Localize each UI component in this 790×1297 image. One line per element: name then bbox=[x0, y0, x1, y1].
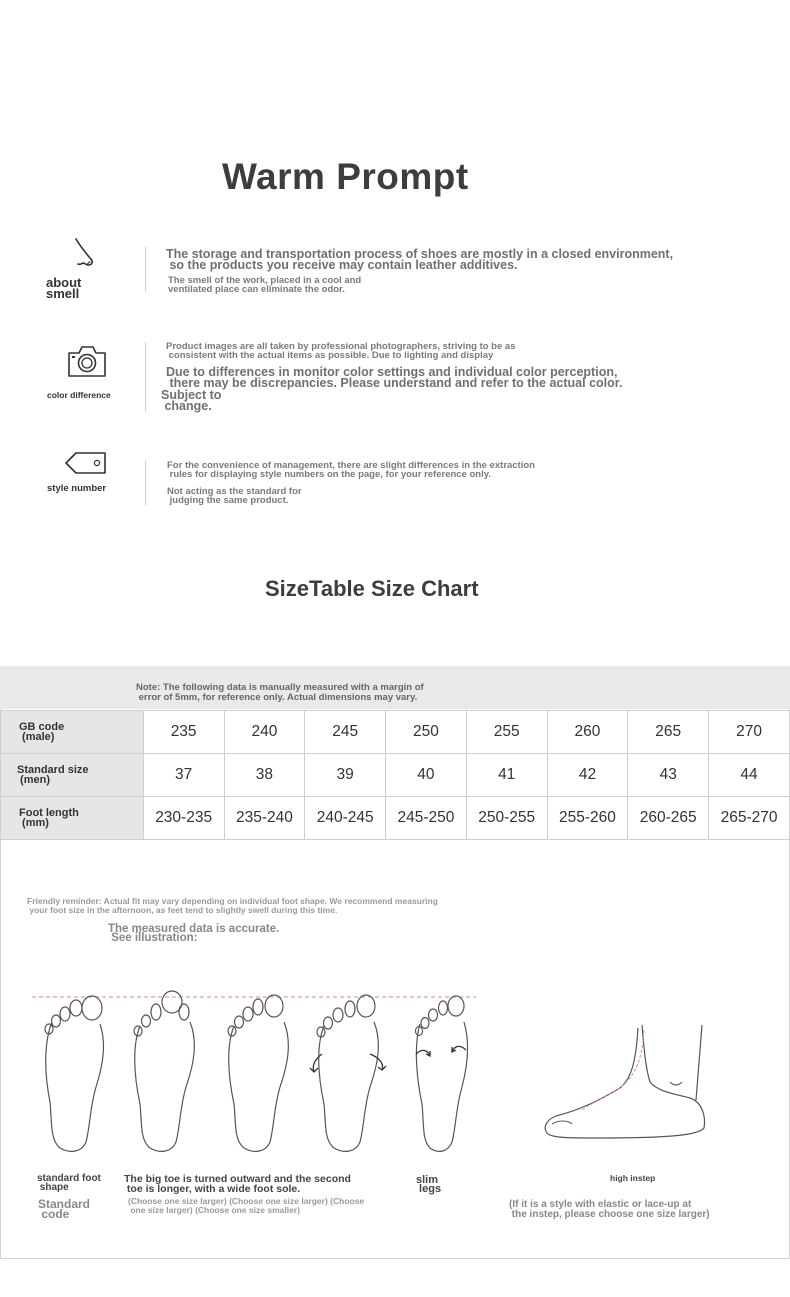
table-cell: 40 bbox=[386, 754, 467, 797]
row-label-standard-size: Standard size (men) bbox=[1, 754, 144, 797]
big-toe-note: The big toe is turned outward and the second toe is longer, with a wide foot sole. bbox=[124, 1173, 351, 1195]
smell-text-main: The storage and transportation process of shoes are mostly in a closed environment, so the products you receive may contain leather additives. bbox=[166, 247, 674, 272]
row-label-foot-length: Foot length (mm) bbox=[1, 797, 144, 840]
smell-text-sub: The smell of the work, placed in a cool and ventilated place can eliminate the odor. bbox=[168, 275, 362, 295]
table-cell: 250-255 bbox=[466, 797, 547, 840]
standard-foot-shape-label: standard foot shape bbox=[37, 1173, 101, 1193]
table-cell: 38 bbox=[224, 754, 305, 797]
warm-prompt-title: Warm Prompt bbox=[222, 156, 469, 197]
table-cell: 250 bbox=[386, 711, 467, 754]
color-text-sub: Product images are all taken by professional photographers, striving to be as consistent with the actual items as possible. Due to lighting and display bbox=[166, 341, 516, 361]
table-cell: 260 bbox=[547, 711, 628, 754]
instep-note: (If it is a style with elastic or lace-up at the instep, please choose one size larger) bbox=[509, 1199, 710, 1220]
standard-code-label: Standard code bbox=[38, 1197, 91, 1221]
table-cell: 240 bbox=[224, 711, 305, 754]
table-cell: 255 bbox=[466, 711, 547, 754]
size-chart-title: SizeTable Size Chart bbox=[265, 576, 479, 601]
table-cell: 43 bbox=[628, 754, 709, 797]
table-cell: 42 bbox=[547, 754, 628, 797]
table-cell: 235 bbox=[143, 711, 224, 754]
table-cell: 240-245 bbox=[305, 797, 386, 840]
table-cell: 37 bbox=[143, 754, 224, 797]
about-smell-label: about smell bbox=[46, 275, 82, 301]
table-cell: 230-235 bbox=[143, 797, 224, 840]
table-cell: 270 bbox=[709, 711, 790, 754]
color-difference-label: color difference bbox=[47, 390, 111, 400]
foot-high-instep-illustration bbox=[540, 1020, 720, 1145]
table-cell: 245-250 bbox=[386, 797, 467, 840]
style-text-sub: For the convenience of management, there are slight differences in the extraction rules for displaying style numbers on the page, for your reference only. bbox=[167, 460, 535, 480]
foot-wide-illustration bbox=[222, 992, 294, 1154]
size-chart-note: Note: The following data is manually measured with a margin of error of 5mm, for reference only. Actual dimensions may vary. bbox=[136, 682, 424, 703]
style-text-sub2: Not acting as the standard for judging the same product. bbox=[167, 486, 302, 506]
foot-big-toe-illustration bbox=[128, 992, 200, 1154]
foot-slim-illustration bbox=[408, 992, 478, 1154]
measured-accurate-note: The measured data is accurate. See illustration: bbox=[108, 923, 280, 944]
table-cell: 245 bbox=[305, 711, 386, 754]
table-cell: 235-240 bbox=[224, 797, 305, 840]
row-label-gb-code: GB code (male) bbox=[1, 711, 144, 754]
table-cell: 41 bbox=[466, 754, 547, 797]
color-text-extra: Subject to change. bbox=[161, 388, 222, 413]
style-number-label: style number bbox=[47, 483, 107, 494]
color-text-main: Due to differences in monitor color settings and individual color perception, there may be discrepancies. Please understand and refer to the actual color. bbox=[166, 365, 623, 390]
slim-legs-label: slim legs bbox=[416, 1174, 442, 1195]
table-cell: 39 bbox=[305, 754, 386, 797]
foot-wide-sole-illustration bbox=[308, 992, 392, 1154]
friendly-reminder: Friendly reminder: Actual fit may vary depending on individual foot shape. We recommend measuring your foot size in the afternoon, as feet tend to slightly swell during this time. bbox=[27, 896, 438, 915]
table-cell: 44 bbox=[709, 754, 790, 797]
high-instep-label: high instep bbox=[610, 1173, 656, 1183]
table-cell: 260-265 bbox=[628, 797, 709, 840]
foot-standard-illustration bbox=[38, 992, 110, 1154]
table-cell: 255-260 bbox=[547, 797, 628, 840]
table-cell: 265-270 bbox=[709, 797, 790, 840]
choose-size-note: (Choose one size larger) (Choose one size larger) (Choose one size larger) (Choose one size smaller) bbox=[128, 1196, 365, 1215]
table-cell: 265 bbox=[628, 711, 709, 754]
